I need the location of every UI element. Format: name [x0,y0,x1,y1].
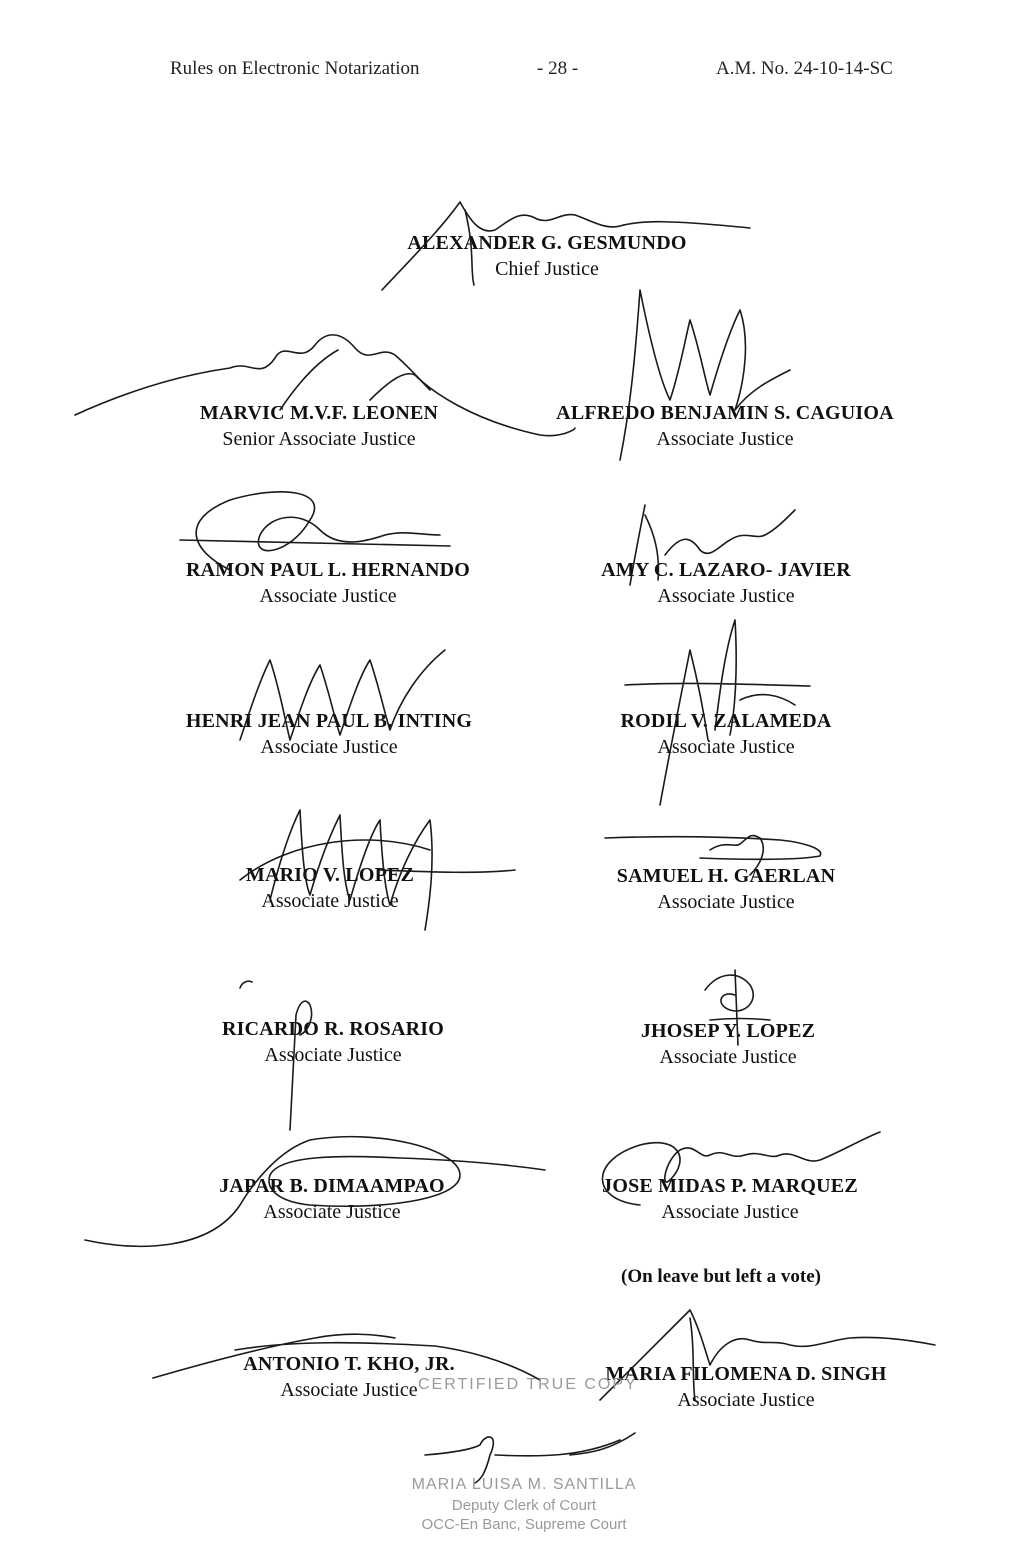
signatory-title: Associate Justice [659,1046,797,1068]
signatory-name: MARIO V. LOPEZ [245,864,415,886]
signatory-gaerlan [595,863,857,915]
signatory-title: Associate Justice [657,585,795,607]
signatory-name: ANTONIO T. KHO, JR. [243,1353,455,1375]
signatory-title: Associate Justice [661,1201,799,1223]
signatory-name: SAMUEL H. GAERLAN [616,865,836,887]
signatory-zalameda [595,708,857,760]
stamp-officer-title: Deputy Clerk of Court [451,1497,597,1514]
signatory-name: RICARDO R. ROSARIO [222,1018,444,1040]
signatory-lazaro-javier [574,557,878,609]
leave-note: (On leave but left a vote) [621,1266,821,1287]
header-page-number: - 28 - [537,58,579,79]
header-document-title: Rules on Electronic Notarization [170,58,420,79]
signatory-title: Associate Justice [677,1389,815,1411]
signatory-title: Associate Justice [264,1044,402,1066]
signatory-title: Senior Associate Justice [222,428,416,450]
signatory-name: JHOSEP Y. LOPEZ [640,1020,816,1042]
signatory-jhosep-lopez [617,1018,839,1070]
signatory-rosario [198,1016,468,1068]
signatory-title: Associate Justice [263,1201,401,1223]
signatory-name: MARVIC M.V.F. LEONEN [199,402,439,424]
stamp-officer-name: MARIA LUISA M. SANTILLA [411,1476,637,1493]
signatory-name: RODIL V. ZALAMEDA [620,710,832,732]
signatory-title: Chief Justice [495,258,599,280]
signatory-name: ALEXANDER G. GESMUNDO [407,232,687,254]
signatory-title: Associate Justice [260,736,398,758]
signatory-name: AMY C. LAZARO- JAVIER [601,559,851,581]
signatory-name: JOSE MIDAS P. MARQUEZ [602,1175,858,1197]
signatory-title: Associate Justice [657,736,795,758]
stamp-office: OCC-En Banc, Supreme Court [421,1516,627,1533]
signatory-caguioa [523,400,927,452]
header-case-number: A.M. No. 24-10-14-SC [716,58,893,79]
certified-true-copy-stamp: CERTIFIED TRUE COPY [418,1376,638,1393]
signatory-mario-lopez [224,862,436,914]
signatory-name: MARIA FILOMENA D. SINGH [605,1363,887,1385]
signatory-name: HENRI JEAN PAUL B. INTING [185,710,473,732]
signatory-name: JAPAR B. DIMAAMPAO [219,1175,445,1197]
signatory-hernando [157,557,499,609]
signatory-gesmundo [374,230,720,282]
signatory-title: Associate Justice [657,891,795,913]
signatory-title: Associate Justice [261,890,399,912]
signatory-marquez [575,1173,885,1225]
signatory-inting [155,708,503,760]
signatory-leonen [168,400,470,452]
signatory-name: ALFREDO BENJAMIN S. CAGUIOA [556,402,894,424]
signatory-title: Associate Justice [259,585,397,607]
signatory-dimaampao [191,1173,473,1225]
signatory-title: Associate Justice [656,428,794,450]
signatory-name: RAMON PAUL L. HERNANDO [185,559,471,581]
signatory-title: Associate Justice [280,1379,418,1401]
